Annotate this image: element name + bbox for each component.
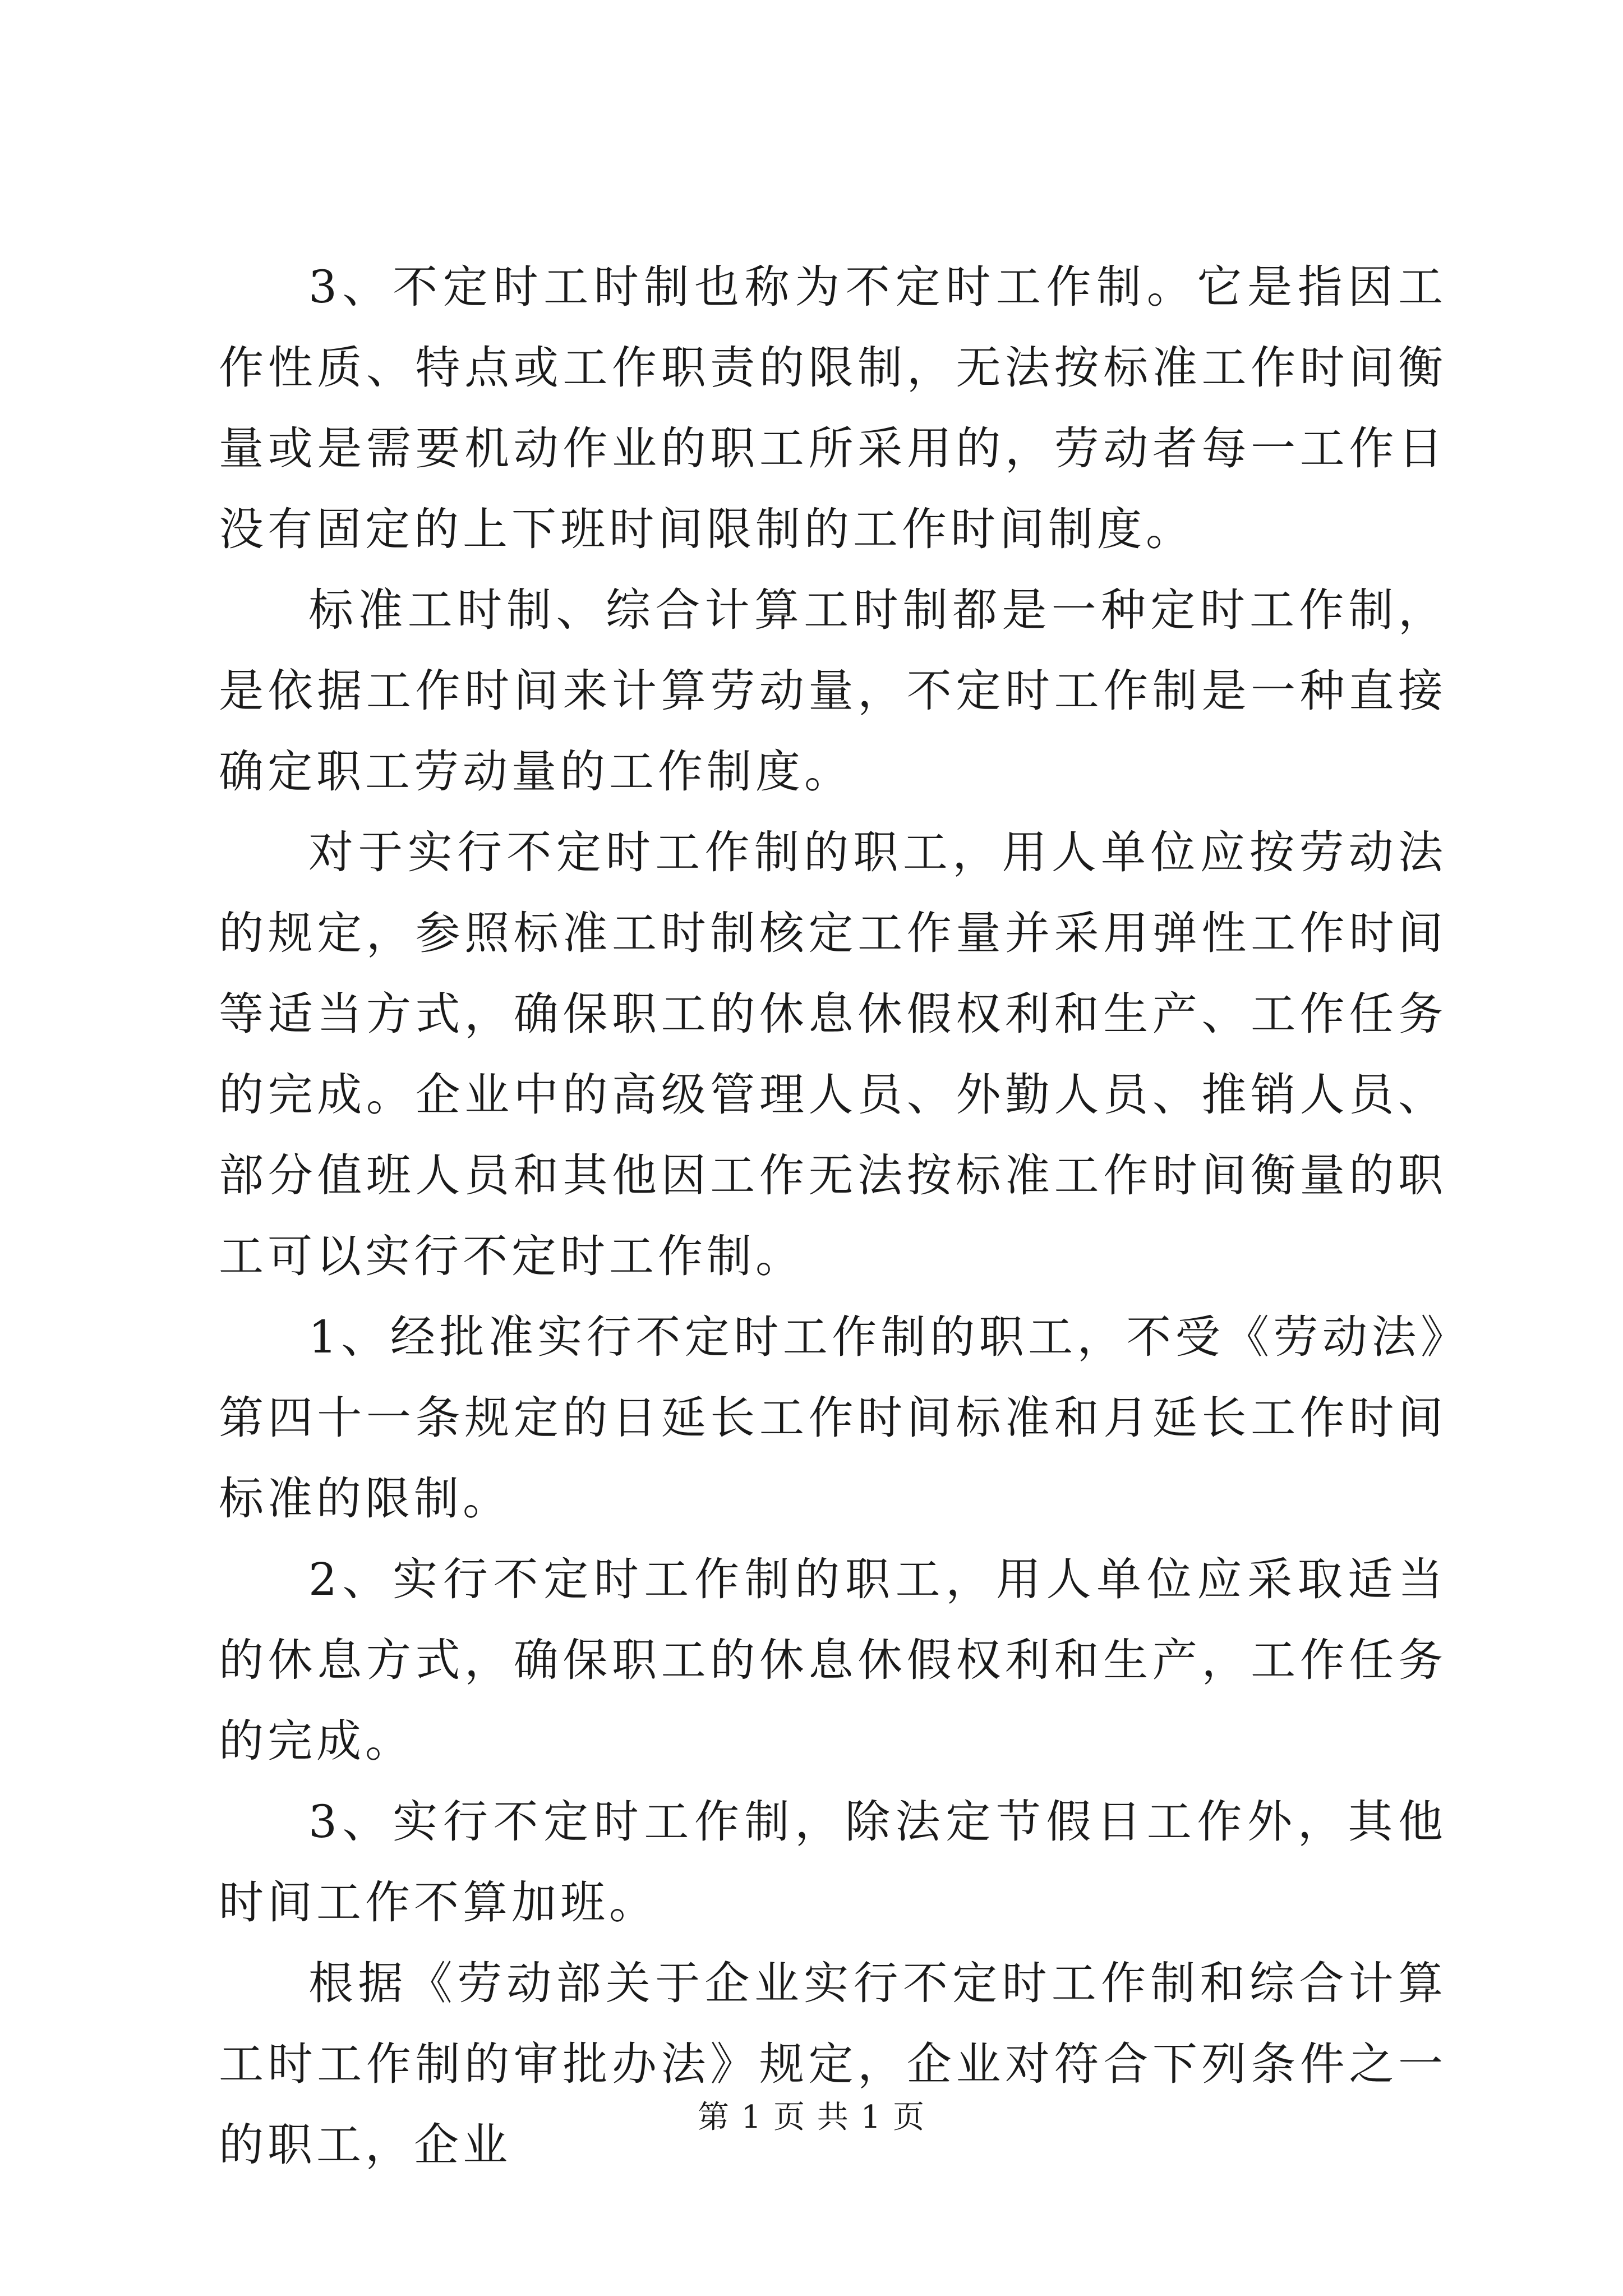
paragraph: 2、实行不定时工作制的职工，用人单位应采取适当的休息方式，确保职工的休息休假权利和生产，工作任务的完成。 xyxy=(219,1553,1447,1767)
page-number-footer: 第 1 页 共 1 页 xyxy=(697,2099,926,2136)
paragraph: 3、不定时工时制也称为不定时工作制。它是指因工作性质、特点或工作职责的限制，无法按标准工作时间衡量或是需要机动作业的职工所采用的，劳动者每一工作日没有固定的上下班时间限制的工作时间制度。 xyxy=(219,261,1447,555)
document-body xyxy=(219,247,1447,2185)
paragraph: 标准工时制、综合计算工时制都是一种定时工作制，是依据工作时间来计算劳动量，不定时工作制是一种直接确定职工劳动量的工作制度。 xyxy=(219,584,1447,798)
paragraph: 对于实行不定时工作制的职工，用人单位应按劳动法的规定，参照标准工时制核定工作量并采用弹性工作时间等适当方式，确保职工的休息休假权利和生产、工作任务的完成。企业中的高级管理人员、外勤人员、推销人员、部分值班人员和其他因工作无法按标准工作时间衡量的职工可以实行不定时工作制。 xyxy=(219,826,1447,1282)
paragraph: 1、经批准实行不定时工作制的职工，不受《劳动法》第四十一条规定的日延长工作时间标准和月延长工作时间标准的限制。 xyxy=(219,1311,1447,1525)
paragraph: 根据《劳动部关于企业实行不定时工作制和综合计算工时工作制的审批办法》规定，企业对符合下列条件之一的职工，企业 xyxy=(219,1957,1447,2171)
paragraph: 3、实行不定时工作制，除法定节假日工作外，其他时间工作不算加班。 xyxy=(219,1796,1447,1929)
